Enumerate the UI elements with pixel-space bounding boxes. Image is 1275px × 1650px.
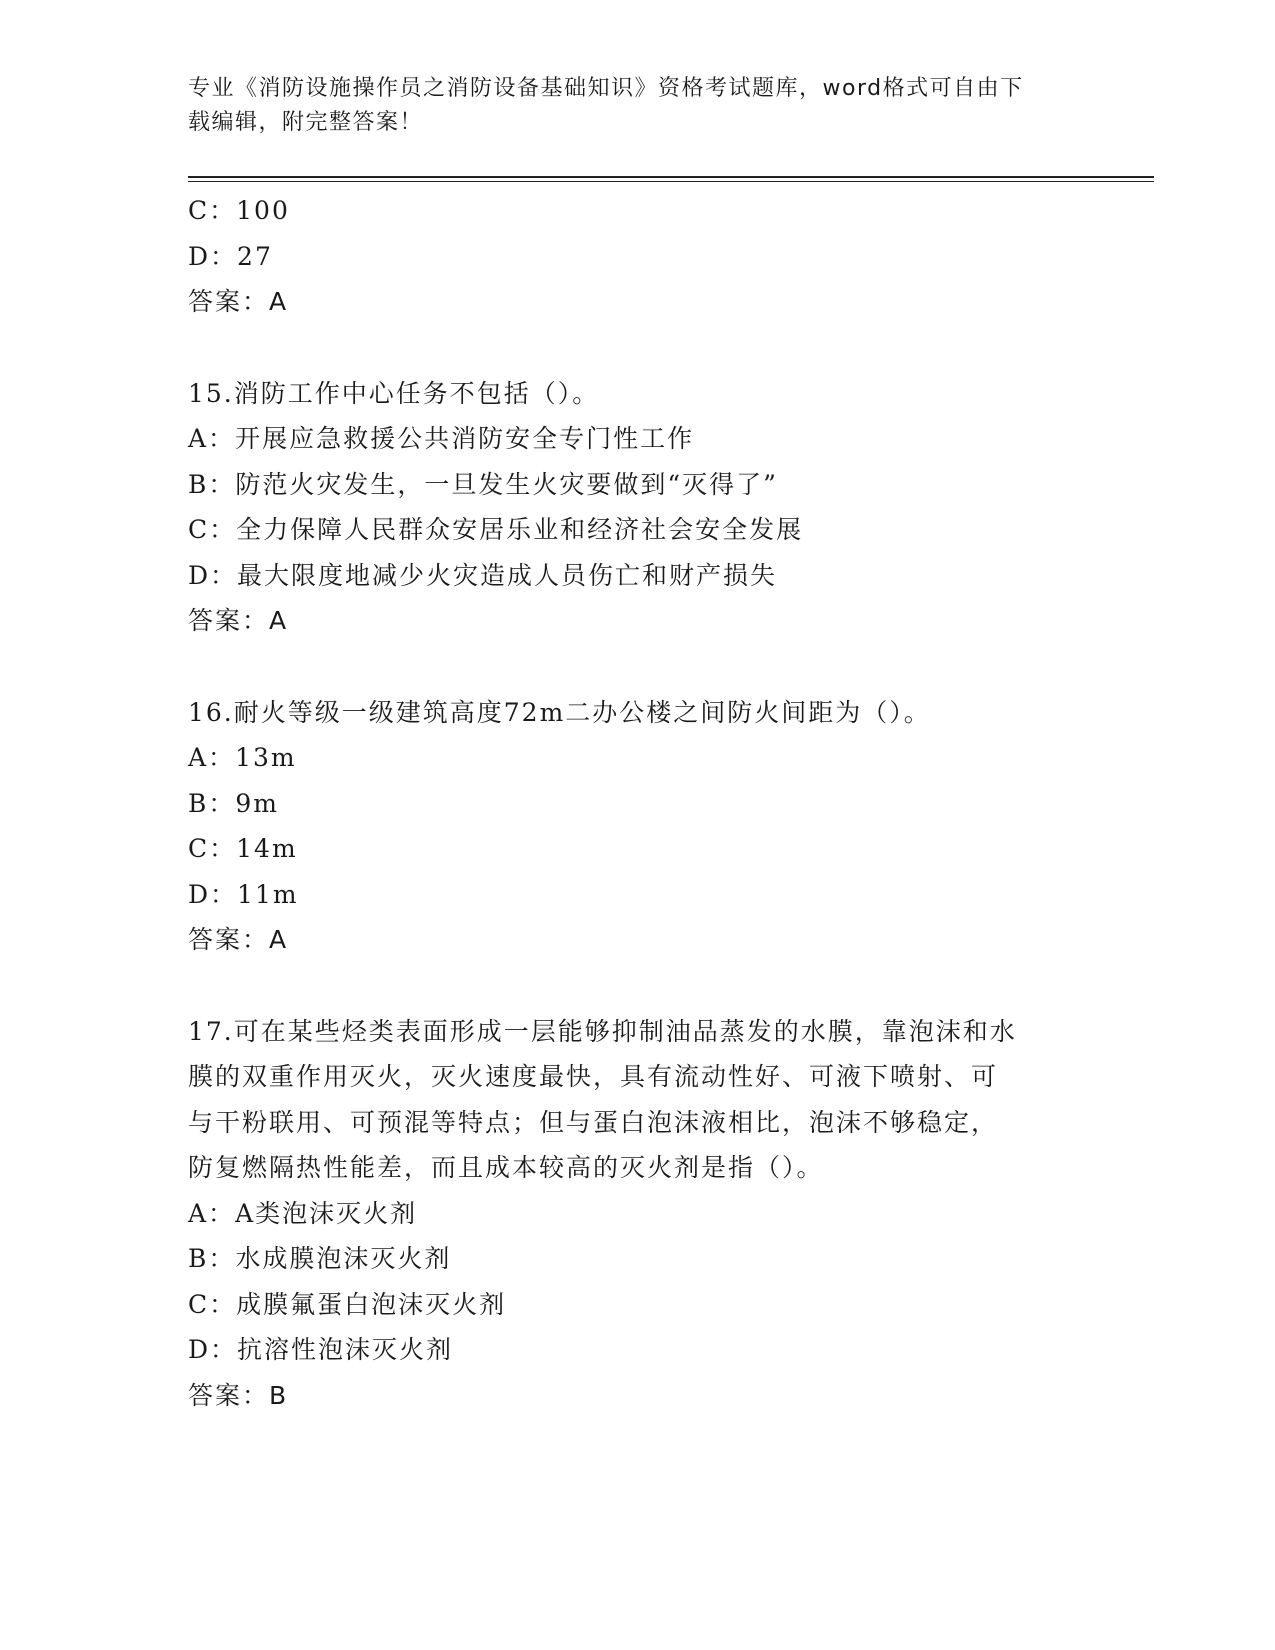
option-text: 27 [237, 241, 273, 271]
spacer [188, 325, 1088, 371]
option-text: 最大限度地减少火灾造成人员伤亡和财产损失 [237, 560, 778, 590]
question-number: 15. [188, 378, 234, 408]
option-a [188, 1191, 1088, 1237]
option-text: A类泡沫灭火剂 [235, 1198, 418, 1228]
option-letter: D： [188, 879, 238, 909]
header-line-1: 专业《消防设施操作员之消防设备基础知识》资格考试题库，word格式可自由下 [188, 76, 1024, 101]
question-15 [188, 371, 1088, 644]
option-b [188, 462, 1088, 508]
question-partial [188, 188, 1088, 325]
question-stem-line-1 [188, 1009, 1088, 1055]
question-number: 16. [188, 697, 234, 727]
option-letter: C： [188, 1289, 237, 1319]
option-letter: C： [188, 196, 237, 225]
option-letter: B： [188, 788, 236, 818]
answer-label: 答案：B [188, 1380, 289, 1410]
answer-label: 答案：A [188, 925, 289, 954]
option-letter: B： [188, 469, 236, 499]
option-text: 13m [235, 743, 297, 772]
spacer [188, 644, 1088, 690]
question-stem-line-2: 膜的双重作用灭火，灭火速度最快，具有流动性好、可液下喷射、可 [188, 1062, 999, 1091]
option-letter: C： [188, 834, 237, 863]
option-c [188, 507, 1088, 553]
option-b [188, 781, 1088, 827]
option-text: 14m [236, 834, 298, 863]
answer-label: 答案：A [188, 287, 289, 316]
header-divider [188, 176, 1154, 182]
option-text: 抗溶性泡沫灭火剂 [237, 1335, 454, 1364]
question-text: 消防工作中心任务不包括（）。 [233, 378, 600, 408]
question-text: 耐火等级一级建筑高度72m二办公楼之间防火间距为（）。 [233, 697, 931, 727]
option-letter: A： [188, 743, 236, 772]
question-16 [188, 690, 1088, 963]
option-letter: D： [188, 560, 238, 590]
option-text: 全力保障人民群众安居乐业和经济社会安全发展 [236, 515, 804, 544]
option-letter: D： [188, 241, 238, 271]
option-c [188, 1282, 1088, 1328]
option-b [188, 1236, 1088, 1282]
question-text: 可在某些烃类表面形成一层能够抑制油品蒸发的水膜，靠泡沫和水 [233, 1016, 1017, 1046]
question-stem-line-3: 与干粉联用、可预混等特点；但与蛋白泡沫液相比，泡沫不够稳定， [188, 1107, 999, 1137]
option-a [188, 735, 1088, 781]
option-text: 开展应急救援公共消防安全专门性工作 [235, 424, 695, 453]
option-c [188, 826, 1088, 872]
option-text: 成膜氟蛋白泡沫灭火剂 [236, 1289, 507, 1319]
option-d [188, 1327, 1088, 1373]
question-list [188, 188, 1088, 1418]
option-letter: A： [188, 424, 236, 453]
page-header [188, 72, 1068, 140]
option-text: 9m [235, 788, 279, 818]
option-text: 11m [237, 879, 299, 909]
question-17 [188, 1009, 1088, 1419]
question-number: 17. [188, 1016, 234, 1046]
option-c [188, 188, 1088, 234]
spacer [188, 963, 1088, 1009]
option-letter: B： [188, 1244, 236, 1273]
option-d [188, 872, 1088, 918]
option-letter: D： [188, 1335, 238, 1364]
header-line-2: 载编辑，附完整答案！ [188, 110, 424, 135]
option-letter: A： [188, 1198, 236, 1228]
answer-label: 答案：A [188, 606, 289, 635]
option-letter: C： [188, 515, 237, 544]
option-text: 100 [236, 196, 290, 225]
option-d [188, 234, 1088, 280]
question-stem [188, 371, 1088, 417]
option-text: 防范火灾发生，一旦发生火灾要做到“灭得了” [235, 469, 778, 499]
option-d [188, 553, 1088, 599]
option-a [188, 416, 1088, 462]
question-stem [188, 690, 1088, 736]
question-stem-line-4: 防复燃隔热性能差，而且成本较高的灭火剂是指（）。 [188, 1153, 824, 1182]
option-text: 水成膜泡沫灭火剂 [235, 1244, 452, 1273]
